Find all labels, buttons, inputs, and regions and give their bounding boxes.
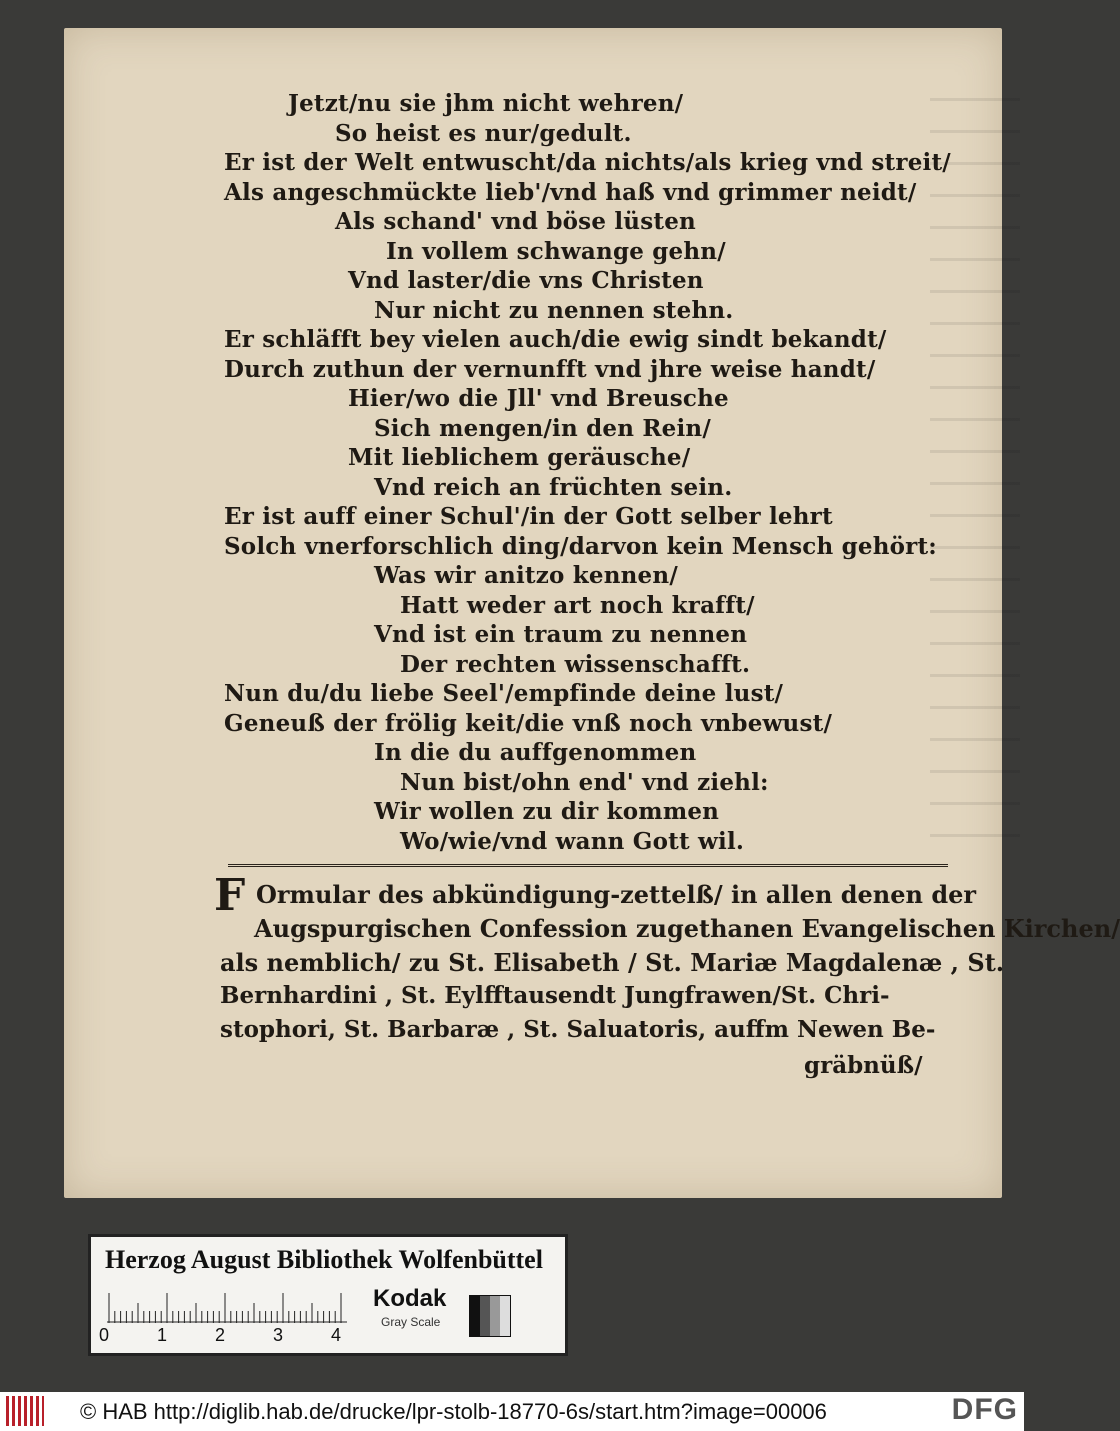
verse-line: In vollem schwange gehn/	[386, 237, 726, 265]
formular-line: Augspurgischen Confession zugethanen Evangelischen Kirchen/	[254, 914, 1120, 943]
verse-line: Vnd ist ein traum zu nennen	[374, 621, 748, 648]
grayscale-label: Gray Scale	[381, 1315, 441, 1329]
verse-line: Solch vnerforschlich ding/darvon kein Mensch gehört:	[224, 532, 938, 560]
verse-line: Vnd laster/die vns Christen	[348, 267, 704, 294]
calibration-title: Herzog August Bibliothek Wolfenbüttel	[105, 1245, 543, 1274]
verse-line: Sich mengen/in den Rein/	[374, 414, 711, 442]
formular-line: Ormular des abkündigung-zettelß/ in allen denen der	[256, 880, 977, 909]
ruler-number: 4	[331, 1325, 342, 1345]
verse-line: Nur nicht zu nennen stehn.	[374, 296, 734, 324]
verse-line: Als angeschmückte lieb'/vnd haß vnd grimmer neidt/	[224, 178, 917, 206]
verse-line: Geneuß der frölig keit/die vnß noch vnbewust/	[224, 709, 833, 737]
book-page	[64, 28, 1120, 1198]
ruler-number: 0	[99, 1325, 110, 1345]
verse-line: Jetzt/nu sie jhm nicht wehren/	[288, 90, 684, 117]
ruler-scale	[107, 1289, 347, 1323]
ruler-numbers	[99, 1325, 359, 1349]
bleed-through-texture	[930, 98, 1020, 858]
formular-line: gräbnüß/	[804, 1052, 923, 1079]
verse-line: Der rechten wissenschafft.	[400, 650, 751, 678]
verse-line: Durch zuthun der vernunfft vnd jhre weise handt/	[224, 355, 876, 383]
footer-bar	[0, 1392, 1024, 1431]
verse-line: Er ist auff einer Schul'/in der Gott selber lehrt	[224, 503, 833, 530]
ruler-number: 2	[215, 1325, 226, 1345]
dfg-logo: DFG	[951, 1393, 1018, 1426]
kodak-logo: Kodak	[373, 1285, 447, 1312]
section-rule	[228, 864, 948, 867]
footer-url[interactable]: © HAB http://diglib.hab.de/drucke/lpr-stolb-18770-6s/start.htm?image=00006	[80, 1399, 827, 1424]
verse-line: Wo/wie/vnd wann Gott wil.	[400, 827, 745, 855]
verse-line: Als schand' vnd böse lüsten	[335, 208, 696, 235]
drop-capital: F	[214, 870, 246, 921]
formular-line: stophori, St. Barbaræ , St. Saluatoris, auffm Newen Be-	[220, 1016, 936, 1043]
verse-line: Nun du/du liebe Seel'/empfinde deine lust/	[224, 680, 784, 707]
verse-line: So heist es nur/gedult.	[335, 119, 632, 147]
verse-line: Er ist der Welt entwuscht/da nichts/als krieg vnd streit/	[224, 149, 951, 176]
formular-line: als nemblich/ zu St. Elisabeth / St. Mariæ Magdalenæ , St.	[220, 948, 1005, 977]
verse-line: Hatt weder art noch krafft/	[400, 591, 755, 619]
grayscale-swatch	[469, 1295, 511, 1337]
formular-line: Bernhardini , St. Eylfftausendt Jungfrawen/St. Chri-	[220, 982, 890, 1009]
verse-line: In die du auffgenommen	[374, 739, 697, 766]
ruler-number: 1	[157, 1325, 168, 1345]
verse-line: Hier/wo die Jll' vnd Breusche	[348, 385, 729, 412]
verse-line: Vnd reich an früchten sein.	[374, 473, 733, 501]
ruler-number: 3	[273, 1325, 284, 1345]
verse-line: Mit lieblichem geräusche/	[348, 444, 691, 471]
verse-line: Nun bist/ohn end' vnd ziehl:	[400, 768, 769, 796]
verse-line: Wir wollen zu dir kommen	[374, 798, 720, 825]
hab-logo-icon	[6, 1396, 44, 1426]
verse-line: Er schläfft bey vielen auch/die ewig sindt bekandt/	[224, 326, 887, 353]
calibration-card	[88, 1234, 568, 1356]
verse-line: Was wir anitzo kennen/	[374, 562, 678, 589]
